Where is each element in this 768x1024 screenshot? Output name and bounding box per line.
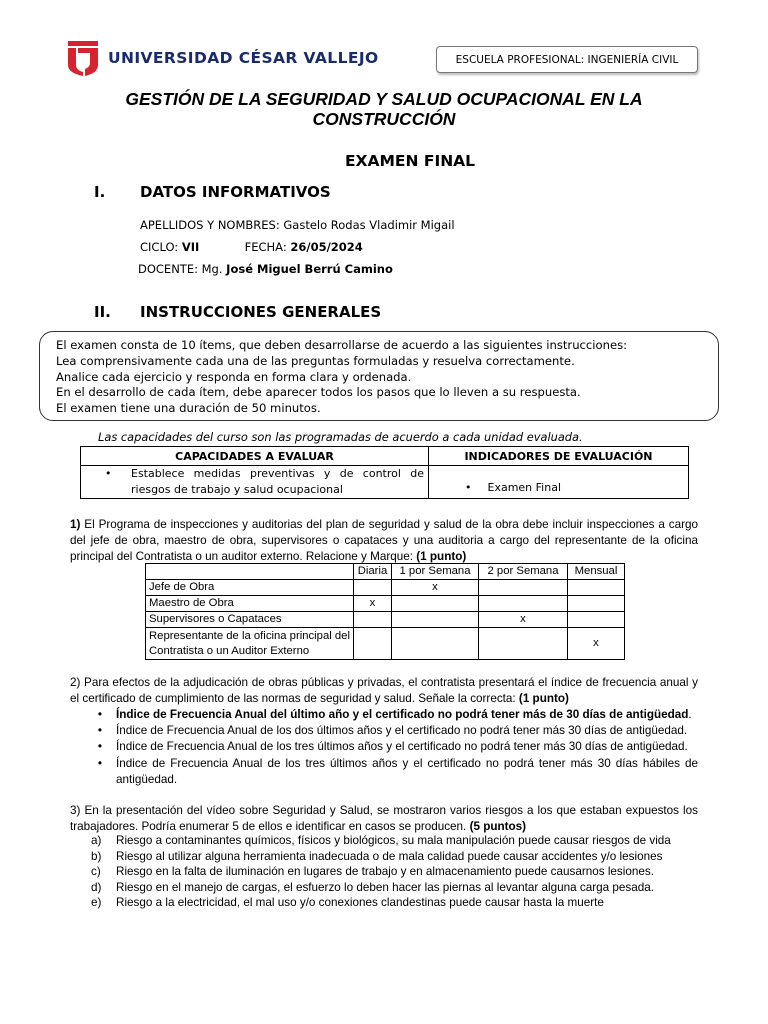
indicator-cell [429, 466, 689, 499]
capacities-note: Las capacidades del curso son las programadas de acuerdo a cada unidad evaluada. [98, 430, 583, 444]
section-number: I. [94, 183, 106, 201]
option[interactable] [70, 723, 698, 739]
exam-title: EXAMEN FINAL [344, 152, 476, 170]
answer-item [70, 895, 698, 911]
capacity-cell [81, 466, 429, 499]
course-title-line1: GESTIÓN DE LA SEGURIDAD Y SALUD OCUPACIONAL EN LA [125, 89, 643, 109]
university-name: UNIVERSIDAD CÉSAR VALLEJO [108, 49, 379, 67]
mark-cell[interactable] [392, 612, 479, 628]
answer-letter: a) [91, 834, 102, 847]
option-text: Índice de Frecuencia Anual de los tres últimos años y el certificado no podrá tener más 30 días de antigüedad. [116, 740, 688, 754]
question-3-points: (5 puntos) [469, 820, 527, 834]
col-mensual: Mensual [568, 564, 625, 580]
answer-text: Riesgo al utilizar alguna herramienta inadecuada o de mala calidad puede causar accidentes y/o lesiones [116, 849, 663, 863]
university-shield-icon [66, 39, 100, 77]
answer-text: Riesgo en el manejo de cargas, el esfuerzo lo deben hacer las piernas al levantar alguna carga pesada. [116, 880, 654, 894]
section-number: II. [94, 303, 111, 321]
school-label: ESCUELA PROFESIONAL: INGENIERÍA CIVIL [436, 46, 698, 73]
grid-corner [146, 564, 354, 580]
question-2-options [70, 707, 698, 788]
mark-cell[interactable] [568, 580, 625, 596]
capacity-text: Establece medidas preventivas y de control de riesgos de trabajo y salud ocupacional [131, 467, 424, 496]
question-1-number: 1) [70, 518, 81, 531]
col-2-semana: 2 por Semana [479, 564, 568, 580]
ciclo-label: CICLO: [140, 240, 179, 254]
answer-letter: b) [91, 849, 102, 863]
answer-letter: e) [91, 896, 102, 909]
option[interactable] [70, 756, 698, 788]
section-instrucciones [94, 303, 381, 321]
ciclo-value: VII [181, 240, 200, 254]
answer-text: Riesgo a contaminantes químicos, físicos y biológicos, su mala manipulación puede causar riesgos de vida [116, 834, 671, 847]
row-label: Supervisores o Capataces [146, 612, 354, 628]
option-text: Índice de Frecuencia Anual de los tres últimos años y el certificado no podrá tener más 30 días hábiles de antigüedad. [116, 756, 698, 786]
question-1-text: El Programa de inspecciones y auditorias del plan de seguridad y salud de la obra debe incluir inspecciones a cargo del jefe de obra, maestro de obra, supervisores o capataces y una auditoria a cargo del representante de la oficina principal del Contratista o un auditor externo. Relacione y Marque: [70, 518, 698, 564]
mark-cell[interactable] [392, 628, 479, 660]
capacities-header: CAPACIDADES A EVALUAR [81, 447, 429, 466]
answer-item [70, 864, 698, 880]
docente-label: DOCENTE: Mg. [138, 262, 223, 276]
section-title: INSTRUCCIONES GENERALES [140, 303, 382, 321]
row-label: Jefe de Obra [146, 580, 354, 596]
option[interactable] [70, 739, 698, 755]
student-names-row [140, 218, 455, 232]
mark-cell[interactable] [354, 612, 392, 628]
instruction-line: Lea comprensivamente cada una de las preguntas formuladas y resuelva correctamente. [56, 353, 575, 368]
ciclo-fecha-row [140, 240, 363, 254]
answer-item [70, 849, 698, 865]
mark-cell[interactable] [568, 596, 625, 612]
question-1 [70, 517, 698, 566]
answer-text: Riesgo a la electricidad, el mal uso y/o conexiones clandestinas puede causar hasta la muerte [116, 896, 604, 909]
question-3-answers [70, 833, 698, 911]
answer-text: Riesgo en la falta de iluminación en lugares de trabajo y en almacenamiento puede causarnos lesiones. [116, 865, 654, 878]
row-label: Maestro de Obra [146, 596, 354, 612]
names-value: Gastelo Rodas Vladimir Migail [283, 218, 455, 232]
option-text: Índice de Frecuencia Anual de los dos últimos años y el certificado no podrá tener más 30 días de antigüedad. [116, 724, 688, 738]
question-2 [70, 675, 698, 707]
fecha-label: FECHA: [244, 240, 287, 254]
mark-cell[interactable]: x [568, 628, 625, 660]
bullet-icon: • [97, 756, 102, 770]
mark-cell[interactable]: x [392, 580, 479, 596]
course-title [70, 89, 698, 129]
instruction-line: Analice cada ejercicio y responda en forma clara y ordenada. [56, 369, 412, 384]
mark-cell[interactable] [392, 596, 479, 612]
mark-cell[interactable] [479, 580, 568, 596]
instruction-line: En el desarrollo de cada ítem, debe aparecer todos los pasos que lo lleven a su respuesta. [56, 385, 581, 400]
mark-cell[interactable] [354, 580, 392, 596]
inspection-frequency-table [145, 563, 625, 660]
row-label: Representante de la oficina principal del Contratista o un Auditor Externo [146, 628, 354, 660]
docente-row [138, 262, 393, 276]
question-2-text: 2) Para efectos de la adjudicación de obras públicas y privadas, el contratista presentará el índice de frecuencia anual y el certificado de cumplimiento de las normas de seguridad y salud. Señale la correcta: [70, 676, 698, 706]
instruction-line: El examen tiene una duración de 50 minutos. [56, 401, 321, 416]
mark-cell[interactable]: x [354, 596, 392, 612]
table-row [146, 628, 625, 660]
indicators-header: INDICADORES DE EVALUACIÓN [429, 447, 689, 466]
mark-cell[interactable] [479, 596, 568, 612]
answer-letter: d) [91, 880, 102, 894]
instruction-line: El examen consta de 10 ítems, que deben desarrollarse de acuerdo a las siguientes instrucciones: [56, 338, 628, 352]
university-logo [66, 38, 379, 78]
table-row [146, 580, 625, 596]
fecha-value: 26/05/2024 [290, 240, 363, 254]
question-1-points: (1 punto) [416, 550, 467, 564]
bullet-icon: • [105, 467, 112, 480]
col-diaria: Diaria [354, 564, 392, 580]
bullet-icon: • [465, 480, 472, 494]
mark-cell[interactable] [354, 628, 392, 660]
col-1-semana: 1 por Semana [392, 564, 479, 580]
question-2-points: (1 punto) [518, 692, 569, 706]
instructions-box [39, 331, 719, 421]
bullet-icon: • [97, 724, 102, 738]
table-row [146, 612, 625, 628]
names-label: APELLIDOS Y NOMBRES: [140, 218, 280, 232]
answer-item [70, 880, 698, 896]
mark-cell[interactable]: x [479, 612, 568, 628]
answer-letter: c) [91, 865, 101, 878]
bullet-icon: • [97, 708, 102, 721]
mark-cell[interactable] [479, 628, 568, 660]
question-3-text: 3) En la presentación del vídeo sobre Seguridad y Salud, se mostraron varios riesgos a los que estaban expuestos los trabajadores. Podría enumerar 5 de ellos e identificar en casos se producen. [70, 804, 698, 834]
section-title: DATOS INFORMATIVOS [140, 183, 331, 201]
option-text: Índice de Frecuencia Anual del último año y el certificado no podrá tener más de 30 días de antigüedad [116, 708, 689, 721]
docente-value: José Miguel Berrú Camino [226, 262, 393, 276]
course-title-line2: CONSTRUCCIÓN [312, 109, 456, 129]
bullet-icon: • [97, 740, 102, 754]
section-datos-informativos [94, 183, 331, 201]
indicator-text: Examen Final [487, 480, 562, 494]
option-selected[interactable]: • Índice de Frecuencia Anual del último año y el certificado no podrá tener más de 30 días de antigüedad. [70, 707, 698, 723]
table-row [146, 596, 625, 612]
mark-cell[interactable] [568, 612, 625, 628]
answer-item [70, 833, 698, 849]
question-3 [70, 803, 698, 835]
capacities-table [80, 446, 689, 499]
